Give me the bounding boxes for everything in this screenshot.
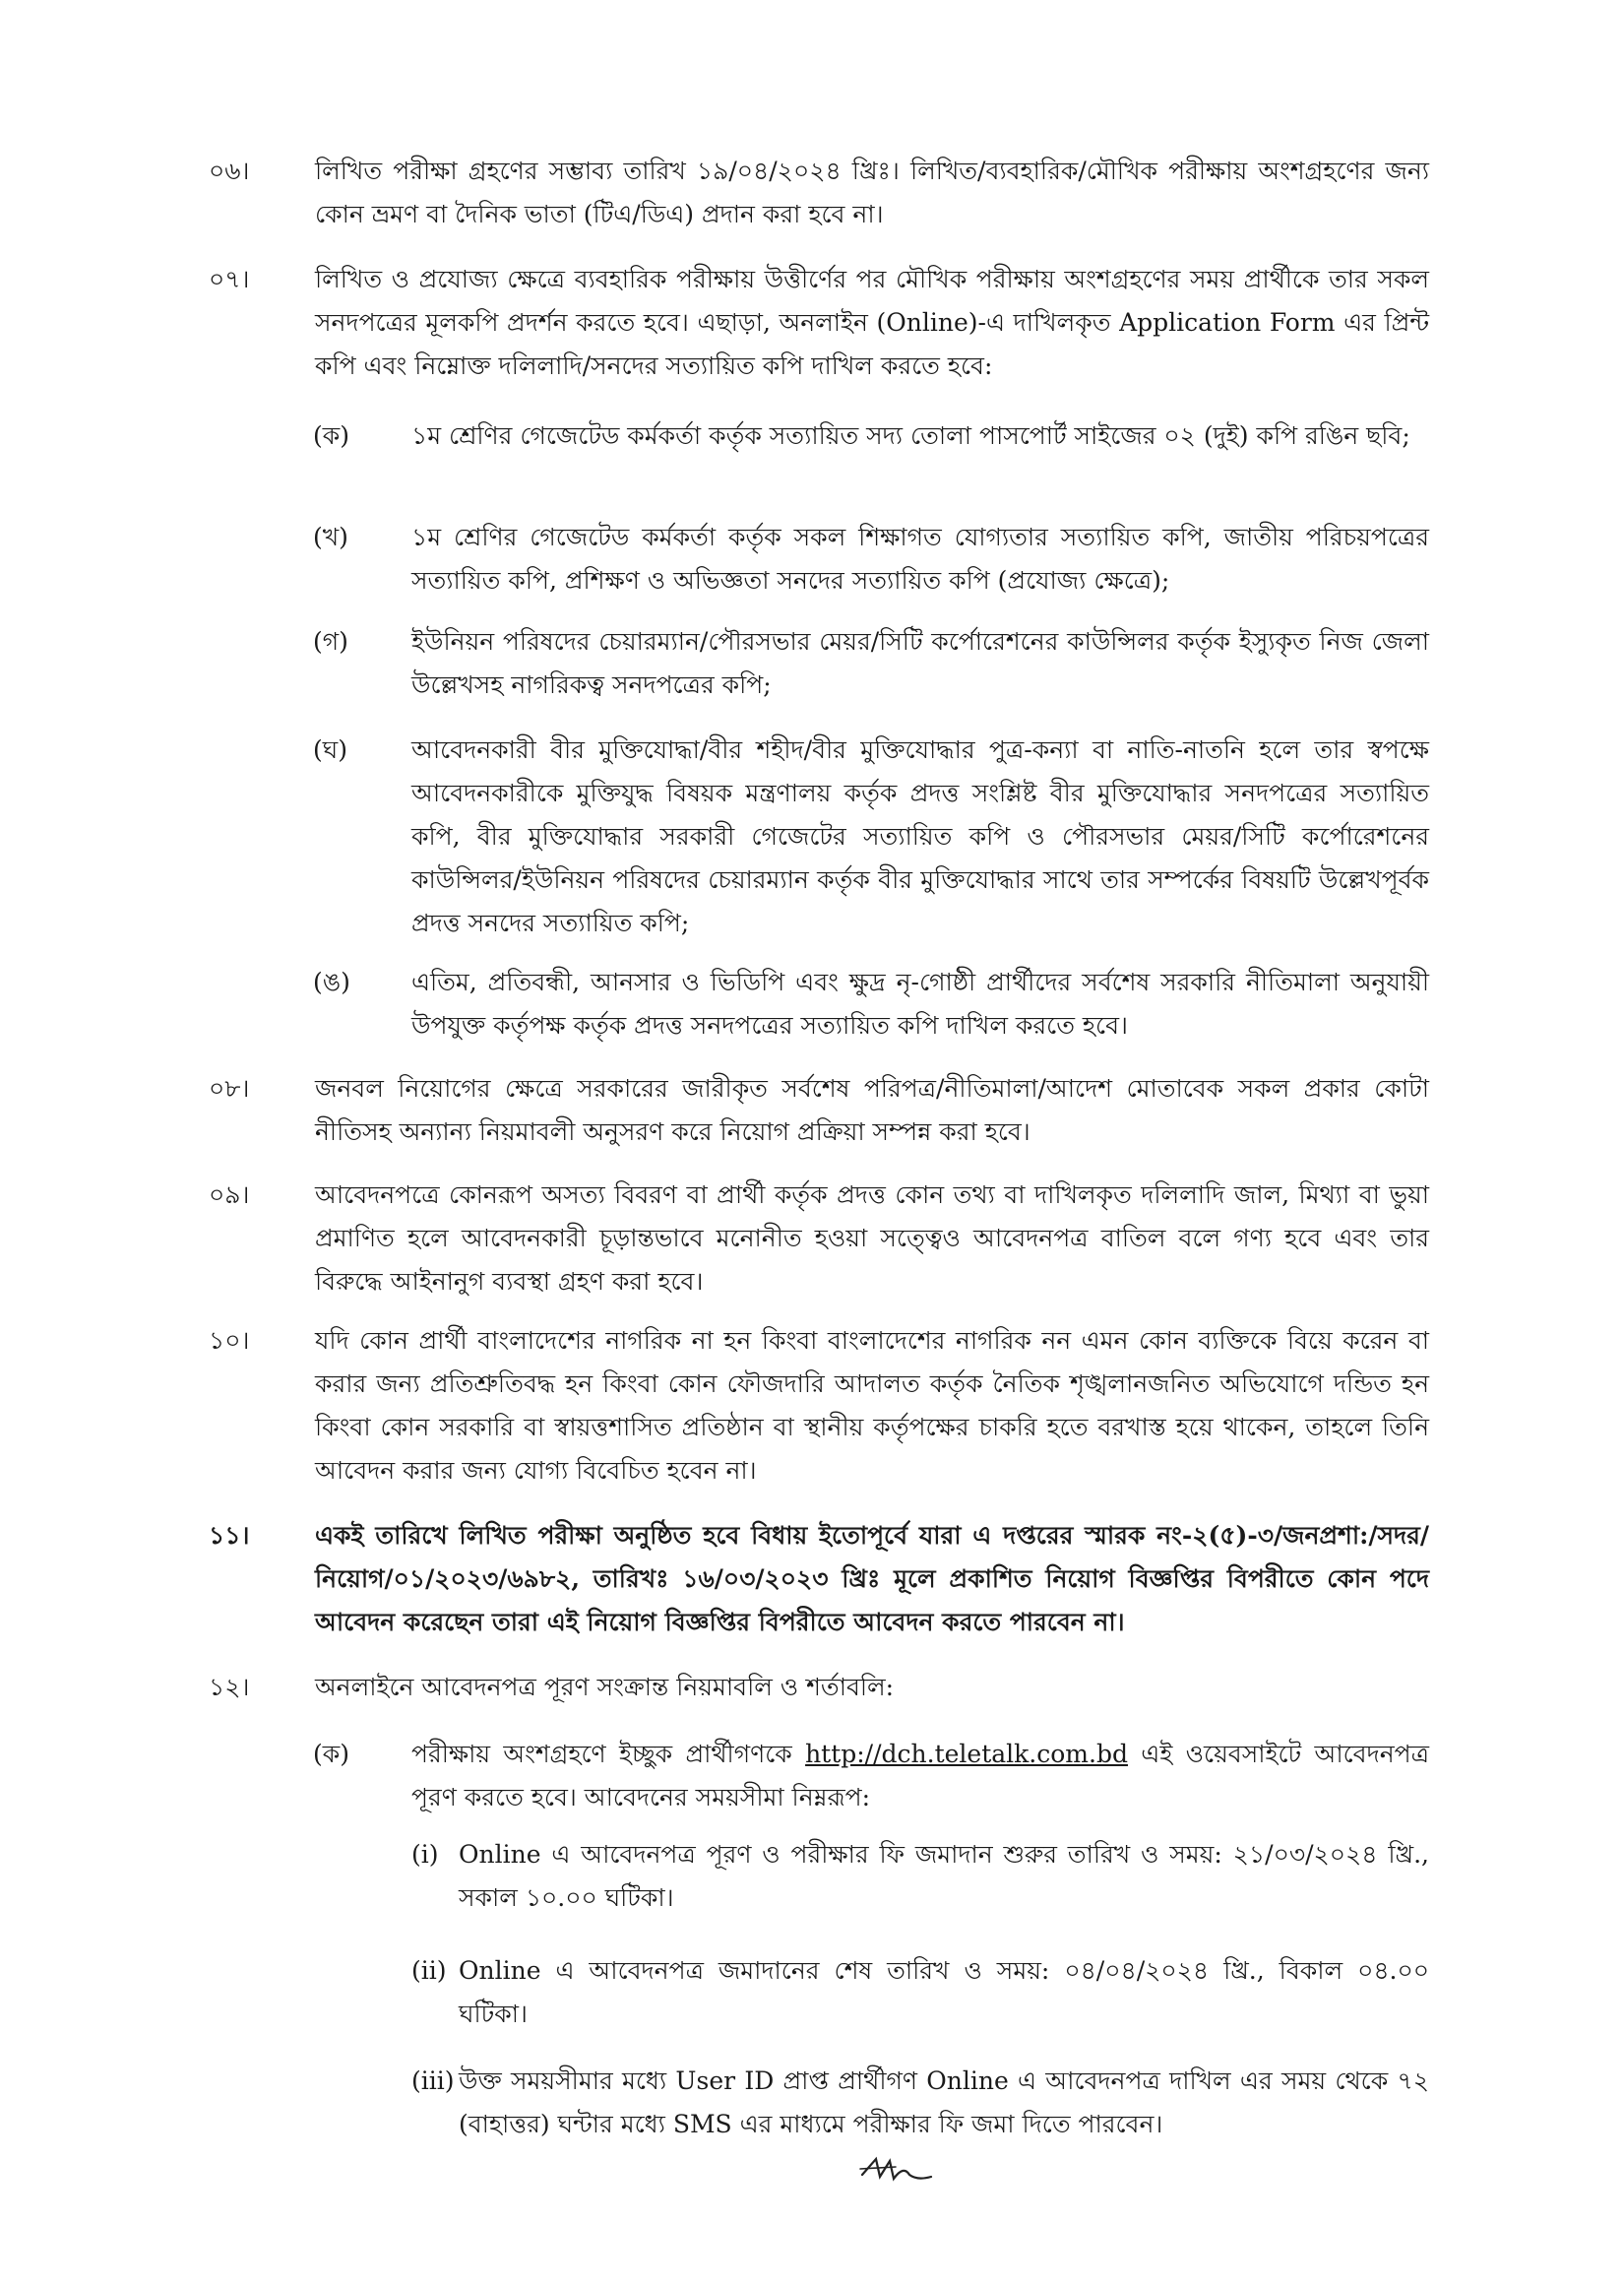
clause-text: যদি কোন প্রার্থী বাংলাদেশের নাগরিক না হন কিংবা বাংলাদেশের নাগরিক নন এমন কোন ব্যক্তিকে বিয়ে করেন বা করার জন্য প্রতিশ্রুতিবদ্ধ হন কিংবা কোন ফৌজদারি আদালত কর্তৃক নৈতিক শৃঙ্খলানজনিত অভিযোগে দন্ডিত হন কিংবা কোন সরকারি বা স্বায়ত্তশাসিত প্রতিষ্ঠান বা স্থানীয় কর্তৃপক্ষের চাকরি হতে বরখাস্ত হয়ে থাকেন, তাহলে তিনি আবেদন করার জন্য যোগ্য বিবেচিত হবেন না। [315,1326,1429,1485]
clause-text: জনবল নিয়োগের ক্ষেত্রে সরকারের জারীকৃত সর্বশেষ পরিপত্র/নীতিমালা/আদেশ মোতাবেক সকল প্রকার কোটা নীতিসহ অন্যান্য নিয়মাবলী অনুসরণ করে নিয়োগ প্রক্রিয়া সম্পন্ন করা হবে। [315,1074,1429,1146]
clause-12 [209,1666,1429,1709]
clause-number: ১১। [209,1521,250,1550]
sub-item-text [411,1733,1429,1819]
clause-text: লিখিত ও প্রযোজ্য ক্ষেত্রে ব্যবহারিক পরীক্ষায় উত্তীর্ণের পর মৌখিক পরীক্ষায় অংশগ্রহণের সময় প্রার্থীকে তার সকল সনদপত্রের মূলকপি প্রদর্শন করতে হবে। এছাড়া, অনলাইন (Online)-এ দাখিলকৃত Application Form এর প্রিন্ট কপি এবং নিম্নোক্ত দলিলাদি/সনদের সত্যায়িত কপি দাখিল করতে হবে: [315,265,1429,380]
clause-10 [209,1319,1429,1493]
roman-text: উক্ত সময়সীমার মধ্যে User ID প্রাপ্ত প্রার্থীগণ Online এ আবেদনপত্র দাখিল এর সময় থেকে ৭২ (বাহাত্তর) ঘন্টার মধ্যে SMS এর মাধ্যমে পরীক্ষার ফি জমা দিতে পারবেন। [459,2066,1429,2138]
sub-item-label: (ক) [313,421,349,450]
sub-item-text: ১ম শ্রেণির গেজেটেড কর্মকর্তা কর্তৃক সকল শিক্ষাগত যোগ্যতার সত্যায়িত কপি, জাতীয় পরিচয়পত্রের সত্যায়িত কপি, প্রশিক্ষণ ও অভিজ্ঞতা সনদের সত্যায়িত কপি (প্রযোজ্য ক্ষেত্রে); [411,523,1429,595]
sub-item-label: (ঙ) [313,968,350,996]
sub-item-label: (ক) [313,1740,349,1768]
sub-item-text-before: পরীক্ষায় অংশগ্রহণে ইচ্ছুক প্রার্থীগণকে [411,1740,792,1768]
sub-item-text: ইউনিয়ন পরিষদের চেয়ারম্যান/পৌরসভার মেয়র/সিটি কর্পোরেশনের কাউন্সিলর কর্তৃক ইস্যুকৃত নিজ জেলা উল্লেখসহ নাগরিকত্ব সনদপত্রের কপি; [411,627,1429,699]
roman-label: (i) [411,1840,439,1869]
clause-number: ১০। [209,1326,250,1355]
sub-item-ka-online [313,1733,1429,1819]
sub-item-kha [313,516,1429,603]
roman-item-iii [411,2060,1429,2146]
clause-number: ১২। [209,1673,250,1701]
sub-item-label: (খ) [313,523,348,551]
sub-item-label: (ঘ) [313,735,347,764]
clause-08 [209,1067,1429,1154]
sub-item-text: এতিম, প্রতিবন্ধী, আনসার ও ভিডিপি এবং ক্ষুদ্র নৃ-গোষ্ঠী প্রার্থীদের সর্বশেষ সরকারি নীতিমালা অনুযায়ী উপযুক্ত কর্তৃপক্ষ কর্তৃক প্রদত্ত সনদপত্রের সত্যায়িত কপি দাখিল করতে হবে। [411,968,1429,1040]
clause-number: ০৮। [209,1074,250,1103]
roman-item-i [411,1833,1429,1920]
sub-item-label: (গ) [313,627,348,656]
clause-06 [209,150,1429,236]
roman-text: Online এ আবেদনপত্র জমাদানের শেষ তারিখ ও সময়: ০৪/০৪/২০২৪ খ্রি., বিকাল ০৪.০০ ঘটিকা। [459,1956,1429,2028]
sub-item-ka [313,414,1429,458]
sub-item-text: আবেদনকারী বীর মুক্তিযোদ্ধা/বীর শহীদ/বীর মুক্তিযোদ্ধার পুত্র-কন্যা বা নাতি-নাতনি হলে তার স্বপক্ষে আবেদনকারীকে মুক্তিযুদ্ধ বিষয়ক মন্ত্রণালয় কর্তৃক প্রদত্ত সংশ্লিষ্ট বীর মুক্তিযোদ্ধার সনদপত্রের সত্যায়িত কপি, বীর মুক্তিযোদ্ধার সরকারী গেজেটের সত্যায়িত কপি ও পৌরসভার মেয়র/সিটি কর্পোরেশনের কাউন্সিলর/ইউনিয়ন পরিষদের চেয়ারম্যান কর্তৃক বীর মুক্তিযোদ্ধার সাথে তার সম্পর্কের বিষয়টি উল্লেখপূর্বক প্রদত্ত সনদের সত্যায়িত কপি; [411,735,1429,937]
roman-label: (ii) [411,1956,447,1985]
clause-text: লিখিত পরীক্ষা গ্রহণের সম্ভাব্য তারিখ ১৯/০৪/২০২৪ খ্রিঃ। লিখিত/ব্যবহারিক/মৌখিক পরীক্ষায় অংশগ্রহণের জন্য কোন ভ্রমণ বা দৈনিক ভাতা (টিএ/ডিএ) প্রদান করা হবে না। [315,157,1429,228]
roman-label: (iii) [411,2066,455,2095]
signature-mark [856,2151,935,2191]
sub-item-text-after: এই ওয়েবসাইটে আবেদনপত্র পূরণ করতে হবে। আবেদনের সময়সীমা নিম্নরূপ: [411,1740,1429,1811]
clause-07 [209,258,1429,388]
clause-11 [209,1514,1429,1644]
sub-item-uma [313,961,1429,1048]
roman-item-ii [411,1949,1429,2036]
clause-number: ০৭। [209,265,250,293]
clause-number: ০৯। [209,1180,250,1209]
clause-09 [209,1174,1429,1303]
teletalk-link[interactable]: http://dch.teletalk.com.bd [805,1740,1128,1768]
sub-item-gha [313,729,1429,945]
roman-text: Online এ আবেদনপত্র পূরণ ও পরীক্ষার ফি জমাদান শুরুর তারিখ ও সময়: ২১/০৩/২০২৪ খ্রি., সকাল ১০.০০ ঘটিকা। [459,1840,1429,1912]
clause-number: ০৬। [209,157,250,185]
sub-item-text: ১ম শ্রেণির গেজেটেড কর্মকর্তা কর্তৃক সত্যায়িত সদ্য তোলা পাসপোর্ট সাইজের ০২ (দুই) কপি রঙিন ছবি; [411,421,1410,450]
clause-text: আবেদনপত্রে কোনরূপ অসত্য বিবরণ বা প্রার্থী কর্তৃক প্রদত্ত কোন তথ্য বা দাখিলকৃত দলিলাদি জাল, মিথ্যা বা ভুয়া প্রমাণিত হলে আবেদনকারী চূড়ান্তভাবে মনোনীত হওয়া সত্ত্বেও আবেদনপত্র বাতিল বলে গণ্য হবে এবং তার বিরুদ্ধে আইনানুগ ব্যবস্থা গ্রহণ করা হবে। [315,1180,1429,1296]
sub-item-ga [313,620,1429,707]
clause-text: একই তারিখে লিখিত পরীক্ষা অনুষ্ঠিত হবে বিধায় ইতোপূর্বে যারা এ দপ্তরের স্মারক নং-২(৫)-৩/জনপ্রশা:/সদর/নিয়োগ/০১/২০২৩/৬৯৮২, তারিখঃ ১৬/০৩/২০২৩ খ্রিঃ মূলে প্রকাশিত নিয়োগ বিজ্ঞপ্তির বিপরীতে কোন পদে আবেদন করেছেন তারা এই নিয়োগ বিজ্ঞপ্তির বিপরীতে আবেদন করতে পারবেন না। [315,1521,1429,1636]
clause-text: অনলাইনে আবেদনপত্র পূরণ সংক্রান্ত নিয়মাবলি ও শর্তাবলি: [315,1673,895,1701]
